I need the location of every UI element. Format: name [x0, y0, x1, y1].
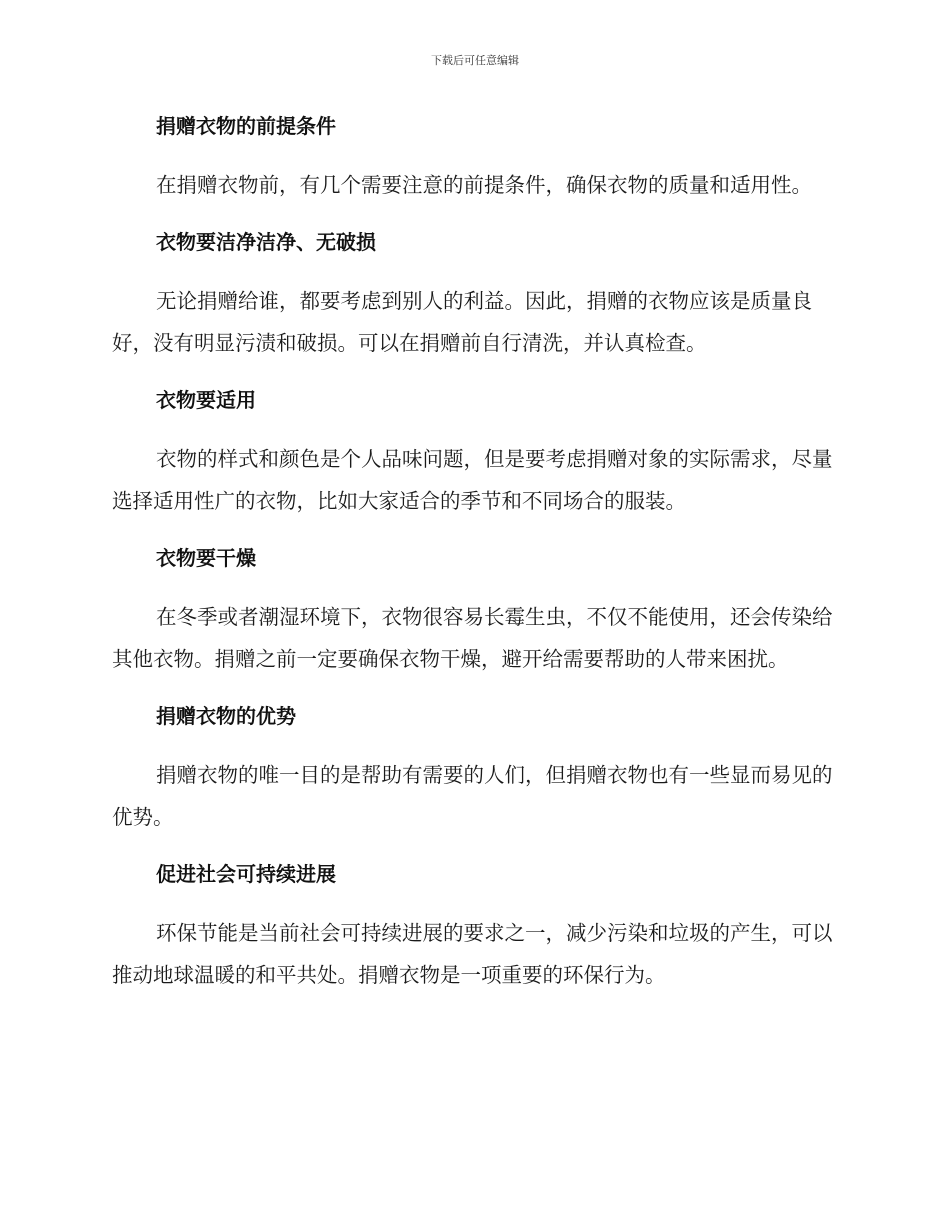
- section-paragraph: 衣物的样式和颜色是个人品味问题，但是要考虑捐赠对象的实际需求，尽量选择适用性广的衣物，比如大家适合的季节和不同场合的服装。: [112, 447, 833, 513]
- section-heading: 促进社会可持续进展: [156, 862, 336, 886]
- section-paragraph: 无论捐赠给谁，都要考虑到别人的利益。因此，捐赠的衣物应该是质量良好，没有明显污渍和破损。可以在捐赠前自行清洗，并认真检查。: [112, 289, 812, 355]
- section-paragraph: 在冬季或者潮湿环境下，衣物很容易长霉生虫，不仅不能使用，还会传染给其他衣物。捐赠之前一定要确保衣物干燥，避开给需要帮助的人带来困扰。: [112, 605, 833, 671]
- section-paragraph: 捐赠衣物的唯一目的是帮助有需要的人们，但捐赠衣物也有一些显而易见的优势。: [112, 763, 833, 829]
- document-body: [112, 110, 834, 1016]
- section-heading: 衣物要干燥: [156, 546, 256, 570]
- section-paragraph: 环保节能是当前社会可持续进展的要求之一，减少污染和垃圾的产生，可以推动地球温暖的和平共处。捐赠衣物是一项重要的环保行为。: [112, 921, 833, 987]
- section-heading: 衣物要洁净洁净、无破损: [156, 230, 376, 254]
- page-header: 下载后可任意编辑: [431, 54, 519, 67]
- section-heading: 衣物要适用: [156, 388, 256, 412]
- section-paragraph: 在捐赠衣物前，有几个需要注意的前提条件，确保衣物的质量和适用性。: [156, 173, 812, 197]
- section-heading: 捐赠衣物的前提条件: [156, 114, 336, 138]
- section-heading: 捐赠衣物的优势: [156, 704, 296, 728]
